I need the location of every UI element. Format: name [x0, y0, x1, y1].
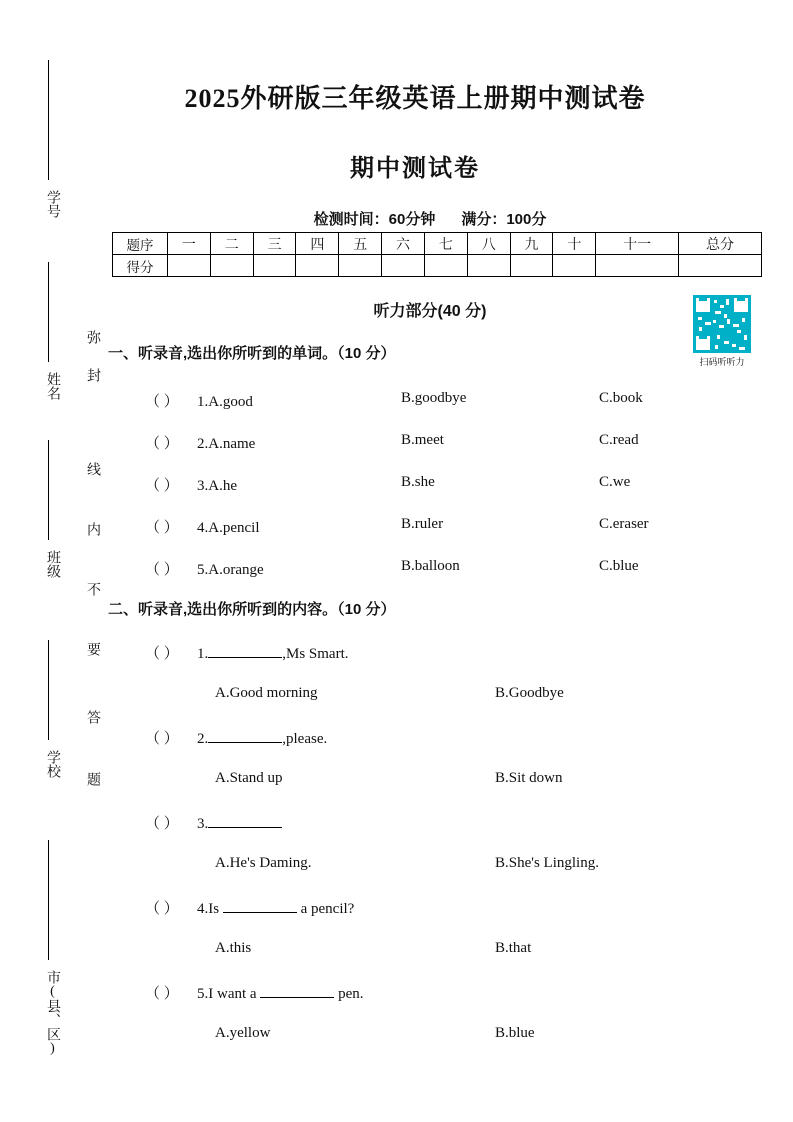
seal-dash-4 [48, 640, 50, 740]
option-a[interactable]: A.Good morning [215, 685, 318, 701]
q2-item-2-options[interactable] [215, 770, 563, 787]
answer-blank[interactable]: （ ） [145, 562, 179, 578]
score-table-col-8: 九 [510, 233, 553, 255]
score-cell[interactable] [253, 255, 296, 277]
answer-blank[interactable]: （ ） [145, 901, 179, 917]
q1-item-1[interactable] [145, 390, 643, 411]
answer-blank[interactable]: （ ） [145, 646, 179, 662]
score-cell[interactable] [424, 255, 467, 277]
seal-char-5: 不 [85, 582, 100, 596]
q2-item-4-stem[interactable] [145, 897, 354, 918]
q1-item-2[interactable] [145, 432, 639, 453]
option-b[interactable]: B.meet [401, 432, 444, 448]
margin-label-name: 姓名 [45, 372, 60, 400]
option-a[interactable]: A.orange [208, 562, 264, 578]
item-number: 4. [197, 901, 209, 917]
seal-char-3: 线 [85, 462, 100, 476]
score-table-row-label-0: 题序 [113, 233, 168, 255]
item-number: 4. [197, 520, 209, 536]
q2-item-5-stem[interactable] [145, 982, 363, 1003]
q1-item-3[interactable] [145, 474, 631, 495]
answer-blank[interactable]: （ ） [145, 436, 179, 452]
stem-head: I want a [208, 986, 257, 1002]
item-number: 1. [197, 646, 209, 662]
qr-caption: 扫码听听力 [699, 357, 745, 367]
answer-blank[interactable]: （ ） [145, 394, 179, 410]
score-cell[interactable] [168, 255, 211, 277]
seal-char-7: 答 [85, 710, 100, 724]
option-b[interactable]: B.blue [495, 1025, 535, 1041]
stem-head: Is [208, 901, 220, 917]
score-table-col-3: 四 [296, 233, 339, 255]
score-cell[interactable] [679, 255, 762, 277]
exam-meta [105, 208, 755, 229]
qr-code-block[interactable] [690, 295, 754, 368]
option-c[interactable]: C.we [599, 474, 631, 490]
sealing-margin [0, 0, 105, 1122]
q2-item-1-options[interactable] [215, 685, 564, 702]
option-a[interactable]: A.name [208, 436, 256, 452]
score-table-col-5: 六 [382, 233, 425, 255]
score-cell[interactable] [467, 255, 510, 277]
stem-tail: a pencil? [300, 901, 355, 917]
fill-blank[interactable] [223, 899, 297, 913]
answer-blank[interactable]: （ ） [145, 986, 179, 1002]
option-a[interactable]: A.yellow [215, 1025, 271, 1041]
score-table-col-2: 三 [253, 233, 296, 255]
seal-char-6: 要 [85, 642, 100, 656]
qr-code-icon[interactable] [693, 295, 751, 353]
score-table-col-10: 十一 [596, 233, 679, 255]
stem-tail: ,Ms Smart. [282, 646, 349, 662]
item-number: 2. [197, 436, 209, 452]
stem-tail: pen. [338, 986, 364, 1002]
score-table-col-1: 二 [210, 233, 253, 255]
option-a[interactable]: A.He's Daming. [215, 855, 312, 871]
score-table-row-label-1: 得分 [113, 255, 168, 277]
option-b[interactable]: B.She's Lingling. [495, 855, 599, 871]
item-number: 5. [197, 986, 209, 1002]
seal-char-1: 弥 [85, 330, 100, 344]
question-1-title: 一、听录音,选出你所听到的单词。（10 分） [108, 345, 396, 362]
option-b[interactable]: B.that [495, 940, 532, 956]
exam-paper-body [105, 0, 793, 1122]
option-b[interactable]: B.goodbye [401, 390, 467, 406]
score-table-col-6: 七 [424, 233, 467, 255]
score-cell[interactable] [296, 255, 339, 277]
seal-dash-1 [48, 60, 50, 180]
margin-label-class: 班级 [45, 550, 60, 578]
option-c[interactable]: C.blue [599, 558, 639, 574]
option-b[interactable]: B.Goodbye [495, 685, 564, 701]
answer-blank[interactable]: （ ） [145, 731, 179, 747]
score-cell[interactable] [382, 255, 425, 277]
q1-item-4[interactable] [145, 516, 649, 537]
score-cell[interactable] [339, 255, 382, 277]
answer-blank[interactable]: （ ） [145, 816, 179, 832]
answer-blank[interactable]: （ ） [145, 520, 179, 536]
seal-dash-5 [48, 840, 50, 960]
item-number: 2. [197, 731, 209, 747]
listening-section-heading: 听力部分(40 分) [373, 303, 487, 320]
option-c[interactable]: C.book [599, 390, 643, 406]
option-a[interactable]: A.this [215, 940, 252, 956]
option-b[interactable]: B.ruler [401, 516, 444, 532]
score-table-col-9: 十 [553, 233, 596, 255]
q2-item-1-stem[interactable] [145, 642, 349, 663]
fill-blank[interactable] [208, 644, 282, 658]
option-b[interactable]: B.balloon [401, 558, 460, 574]
answer-blank[interactable]: （ ） [145, 478, 179, 494]
q2-item-2-stem[interactable] [145, 727, 327, 748]
option-a[interactable]: A.good [208, 394, 253, 410]
option-a[interactable]: A.pencil [208, 520, 260, 536]
exam-time-label: 检测时间：60分钟 [313, 211, 436, 228]
seal-dash-2 [48, 262, 50, 362]
score-table-col-11: 总分 [679, 233, 762, 255]
score-cell[interactable] [596, 255, 679, 277]
table-row [113, 233, 762, 255]
score-cell[interactable] [510, 255, 553, 277]
score-cell[interactable] [553, 255, 596, 277]
table-row [113, 255, 762, 277]
q2-item-5-options[interactable] [215, 1025, 535, 1042]
option-b[interactable]: B.she [401, 474, 435, 490]
score-table [112, 232, 762, 277]
q2-item-3-options[interactable] [215, 855, 599, 872]
score-cell[interactable] [210, 255, 253, 277]
item-number: 5. [197, 562, 209, 578]
fill-blank[interactable] [260, 984, 334, 998]
option-a[interactable]: A.he [208, 478, 237, 494]
score-table-col-4: 五 [339, 233, 382, 255]
page-subtitle: 期中测试卷 [350, 156, 480, 182]
score-table-col-0: 一 [168, 233, 211, 255]
item-number: 1. [197, 394, 209, 410]
margin-label-city: 市(县、区) [45, 970, 60, 1056]
exam-score-label: 满分：100分 [461, 211, 547, 228]
fill-blank[interactable] [208, 729, 282, 743]
item-number: 3. [197, 816, 209, 832]
margin-label-school: 学校 [45, 750, 60, 778]
seal-char-4: 内 [85, 522, 100, 536]
seal-char-2: 封 [85, 368, 100, 382]
margin-label-student-id: 学号 [45, 190, 60, 218]
option-a[interactable]: A.Stand up [215, 770, 283, 786]
seal-char-8: 题 [85, 772, 100, 786]
item-number: 3. [197, 478, 209, 494]
option-c[interactable]: C.eraser [599, 516, 649, 532]
q1-item-5[interactable] [145, 558, 639, 579]
stem-tail: ,please. [282, 731, 328, 747]
page-title: 2025外研版三年级英语上册期中测试卷 [184, 84, 646, 113]
q2-item-3-stem[interactable] [145, 812, 282, 833]
q2-item-4-options[interactable] [215, 940, 532, 957]
question-2-title: 二、听录音,选出你所听到的内容。（10 分） [108, 601, 396, 618]
option-c[interactable]: C.read [599, 432, 639, 448]
option-b[interactable]: B.Sit down [495, 770, 563, 786]
score-table-col-7: 八 [467, 233, 510, 255]
fill-blank[interactable] [208, 814, 282, 828]
seal-dash-3 [48, 440, 50, 540]
